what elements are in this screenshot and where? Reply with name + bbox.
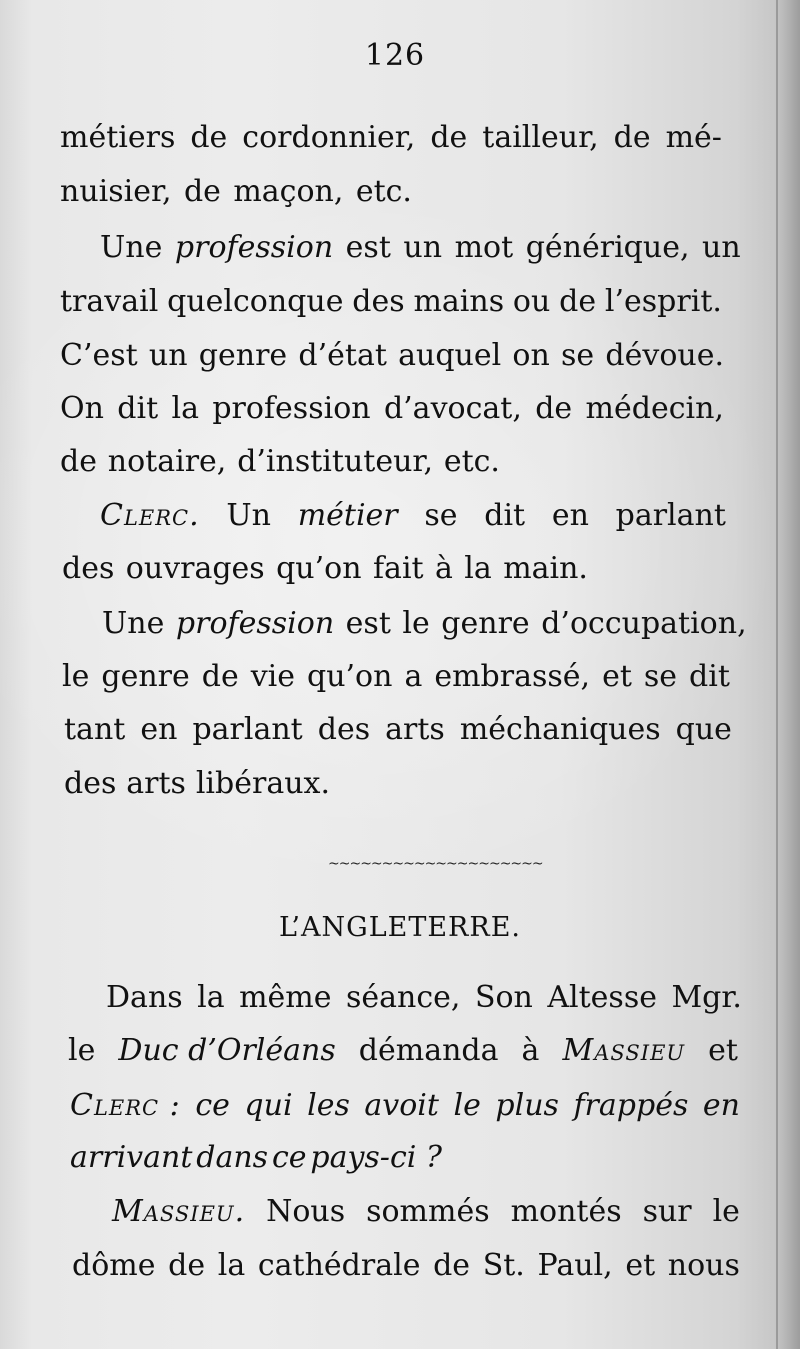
word: Son	[474, 980, 533, 1015]
word: on	[512, 338, 550, 373]
word: le	[453, 1088, 481, 1123]
text-line-13	[64, 764, 330, 804]
word: genre	[101, 659, 190, 694]
text-line-1	[60, 118, 722, 158]
word: Altesse	[547, 980, 657, 1015]
word: sur	[642, 1194, 692, 1229]
word: d’avocat,	[383, 391, 522, 426]
word: avoit	[364, 1088, 439, 1123]
word: ce	[195, 1088, 230, 1123]
word: fait	[372, 551, 424, 586]
text-line-12	[64, 710, 732, 750]
word: d’état	[298, 338, 387, 373]
text-line-9	[62, 549, 588, 589]
word: même	[239, 980, 332, 1015]
text-run: Une	[102, 606, 176, 641]
text-line-16	[70, 1086, 740, 1126]
word: des	[64, 766, 117, 801]
text-line-17	[70, 1138, 442, 1178]
word: montés	[510, 1194, 622, 1229]
word: maçon,	[233, 174, 344, 209]
word: de	[190, 120, 228, 155]
text-line-14	[106, 978, 742, 1018]
word: plus	[495, 1088, 559, 1123]
speaker-name: Massieu.	[112, 1194, 246, 1229]
word: mé-	[665, 120, 722, 155]
word: vie	[250, 659, 295, 694]
word: arrivant	[70, 1140, 193, 1175]
text-line-4	[60, 282, 722, 322]
word: St.	[482, 1248, 525, 1283]
word: se	[424, 498, 458, 533]
page-number: 126	[364, 38, 426, 73]
word: se	[643, 659, 678, 694]
word: Un	[226, 498, 271, 533]
word: a	[404, 659, 423, 694]
word: libéraux.	[195, 766, 330, 801]
text-run: est un mot générique, un	[333, 230, 741, 265]
word: dit	[117, 391, 159, 426]
page-edge-line	[776, 0, 778, 1349]
word: d’instituteur,	[237, 444, 433, 479]
word: qu’on	[307, 659, 393, 694]
word: la	[217, 1248, 246, 1283]
word: à	[435, 551, 453, 586]
word: parlant	[615, 498, 726, 533]
word: frappés	[573, 1088, 689, 1123]
word: Nous	[266, 1194, 346, 1229]
word: dans	[196, 1140, 269, 1175]
word: nuisier,	[60, 174, 172, 209]
word: les	[307, 1088, 350, 1123]
section-ornament: ~~~~~~~~~~~~~~~~~~~~	[328, 856, 543, 872]
text-line-3	[100, 228, 741, 268]
italic-word: profession	[174, 230, 334, 265]
word: Paul,	[537, 1248, 613, 1283]
word: démanda	[358, 1033, 499, 1068]
word: qu’on	[276, 551, 362, 586]
word: le	[68, 1033, 96, 1068]
word: main.	[503, 551, 588, 586]
word: de	[60, 444, 97, 479]
word: cordonnier,	[242, 120, 416, 155]
word: nous	[667, 1248, 740, 1283]
word: de	[559, 284, 597, 319]
word: dévoue.	[605, 338, 724, 373]
word: arts	[126, 766, 186, 801]
word: embrassé,	[434, 659, 591, 694]
speaker-name: Clerc.	[100, 498, 200, 533]
word: de	[613, 120, 651, 155]
text-line-11	[62, 657, 730, 697]
word: auquel	[398, 338, 502, 373]
word: et	[625, 1248, 656, 1283]
text-line-15	[68, 1031, 738, 1071]
word: métiers	[60, 120, 176, 155]
text-run: est le genre d’occupation,	[334, 606, 747, 641]
word: quelconque	[167, 284, 344, 319]
word: mains	[413, 284, 505, 319]
italic-word: métier	[297, 498, 398, 533]
text-line-18	[112, 1192, 740, 1232]
word: la	[464, 551, 492, 586]
word: des	[317, 712, 371, 747]
word: et	[602, 659, 632, 694]
word: en	[551, 498, 589, 533]
word: qui	[244, 1088, 293, 1123]
section-heading: L’ANGLETERRE.	[278, 912, 522, 943]
word: Mgr.	[671, 980, 742, 1015]
word: et	[708, 1033, 738, 1068]
word: Dans	[106, 980, 183, 1015]
text-run: Une	[100, 230, 175, 265]
word: travail	[60, 284, 159, 319]
word: parlant	[192, 712, 303, 747]
italic-name: Duc d’Orléans	[118, 1033, 336, 1068]
text-line-8	[100, 496, 726, 536]
speaker-name: Clerc :	[70, 1088, 181, 1123]
text-line-6	[60, 389, 724, 429]
word: profession	[212, 391, 371, 426]
word: etc.	[355, 174, 412, 209]
word: se	[561, 338, 595, 373]
text-line-7	[60, 442, 500, 482]
italic-word: profession	[175, 606, 335, 641]
word: de	[168, 1248, 206, 1283]
word: à	[521, 1033, 540, 1068]
word: genre	[198, 338, 288, 373]
text-line-5	[60, 336, 724, 376]
word: pays-ci ?	[310, 1140, 442, 1175]
word: etc.	[443, 444, 500, 479]
word: de	[430, 120, 468, 155]
word: de	[201, 659, 239, 694]
word: de	[433, 1248, 471, 1283]
text-line-19	[72, 1246, 740, 1286]
word: tailleur,	[482, 120, 599, 155]
word: médecin,	[585, 391, 724, 426]
word: que	[675, 712, 732, 747]
word: des	[352, 284, 405, 319]
word: ou	[512, 284, 551, 319]
word: des	[62, 551, 115, 586]
word: méchaniques	[459, 712, 661, 747]
word: la	[171, 391, 199, 426]
text-line-10	[102, 604, 747, 644]
word: ce	[271, 1140, 307, 1175]
word: dit	[689, 659, 730, 694]
word: dôme	[72, 1248, 156, 1283]
text-line-2	[60, 172, 412, 212]
word: cathédrale	[257, 1248, 421, 1283]
italic-name: Massieu	[562, 1033, 686, 1068]
word: en	[140, 712, 178, 747]
word: en	[702, 1088, 740, 1123]
word: ouvrages	[125, 551, 265, 586]
word: On	[60, 391, 104, 426]
word: notaire,	[107, 444, 227, 479]
word: séance,	[346, 980, 461, 1015]
word: l’esprit.	[604, 284, 722, 319]
word: C’est	[60, 338, 138, 373]
word: de	[183, 174, 221, 209]
word: la	[197, 980, 225, 1015]
word: de	[535, 391, 573, 426]
word: dit	[484, 498, 526, 533]
word: le	[62, 659, 90, 694]
word: un	[148, 338, 188, 373]
word: le	[712, 1194, 740, 1229]
word: sommés	[366, 1194, 490, 1229]
word: tant	[64, 712, 126, 747]
word: arts	[385, 712, 445, 747]
